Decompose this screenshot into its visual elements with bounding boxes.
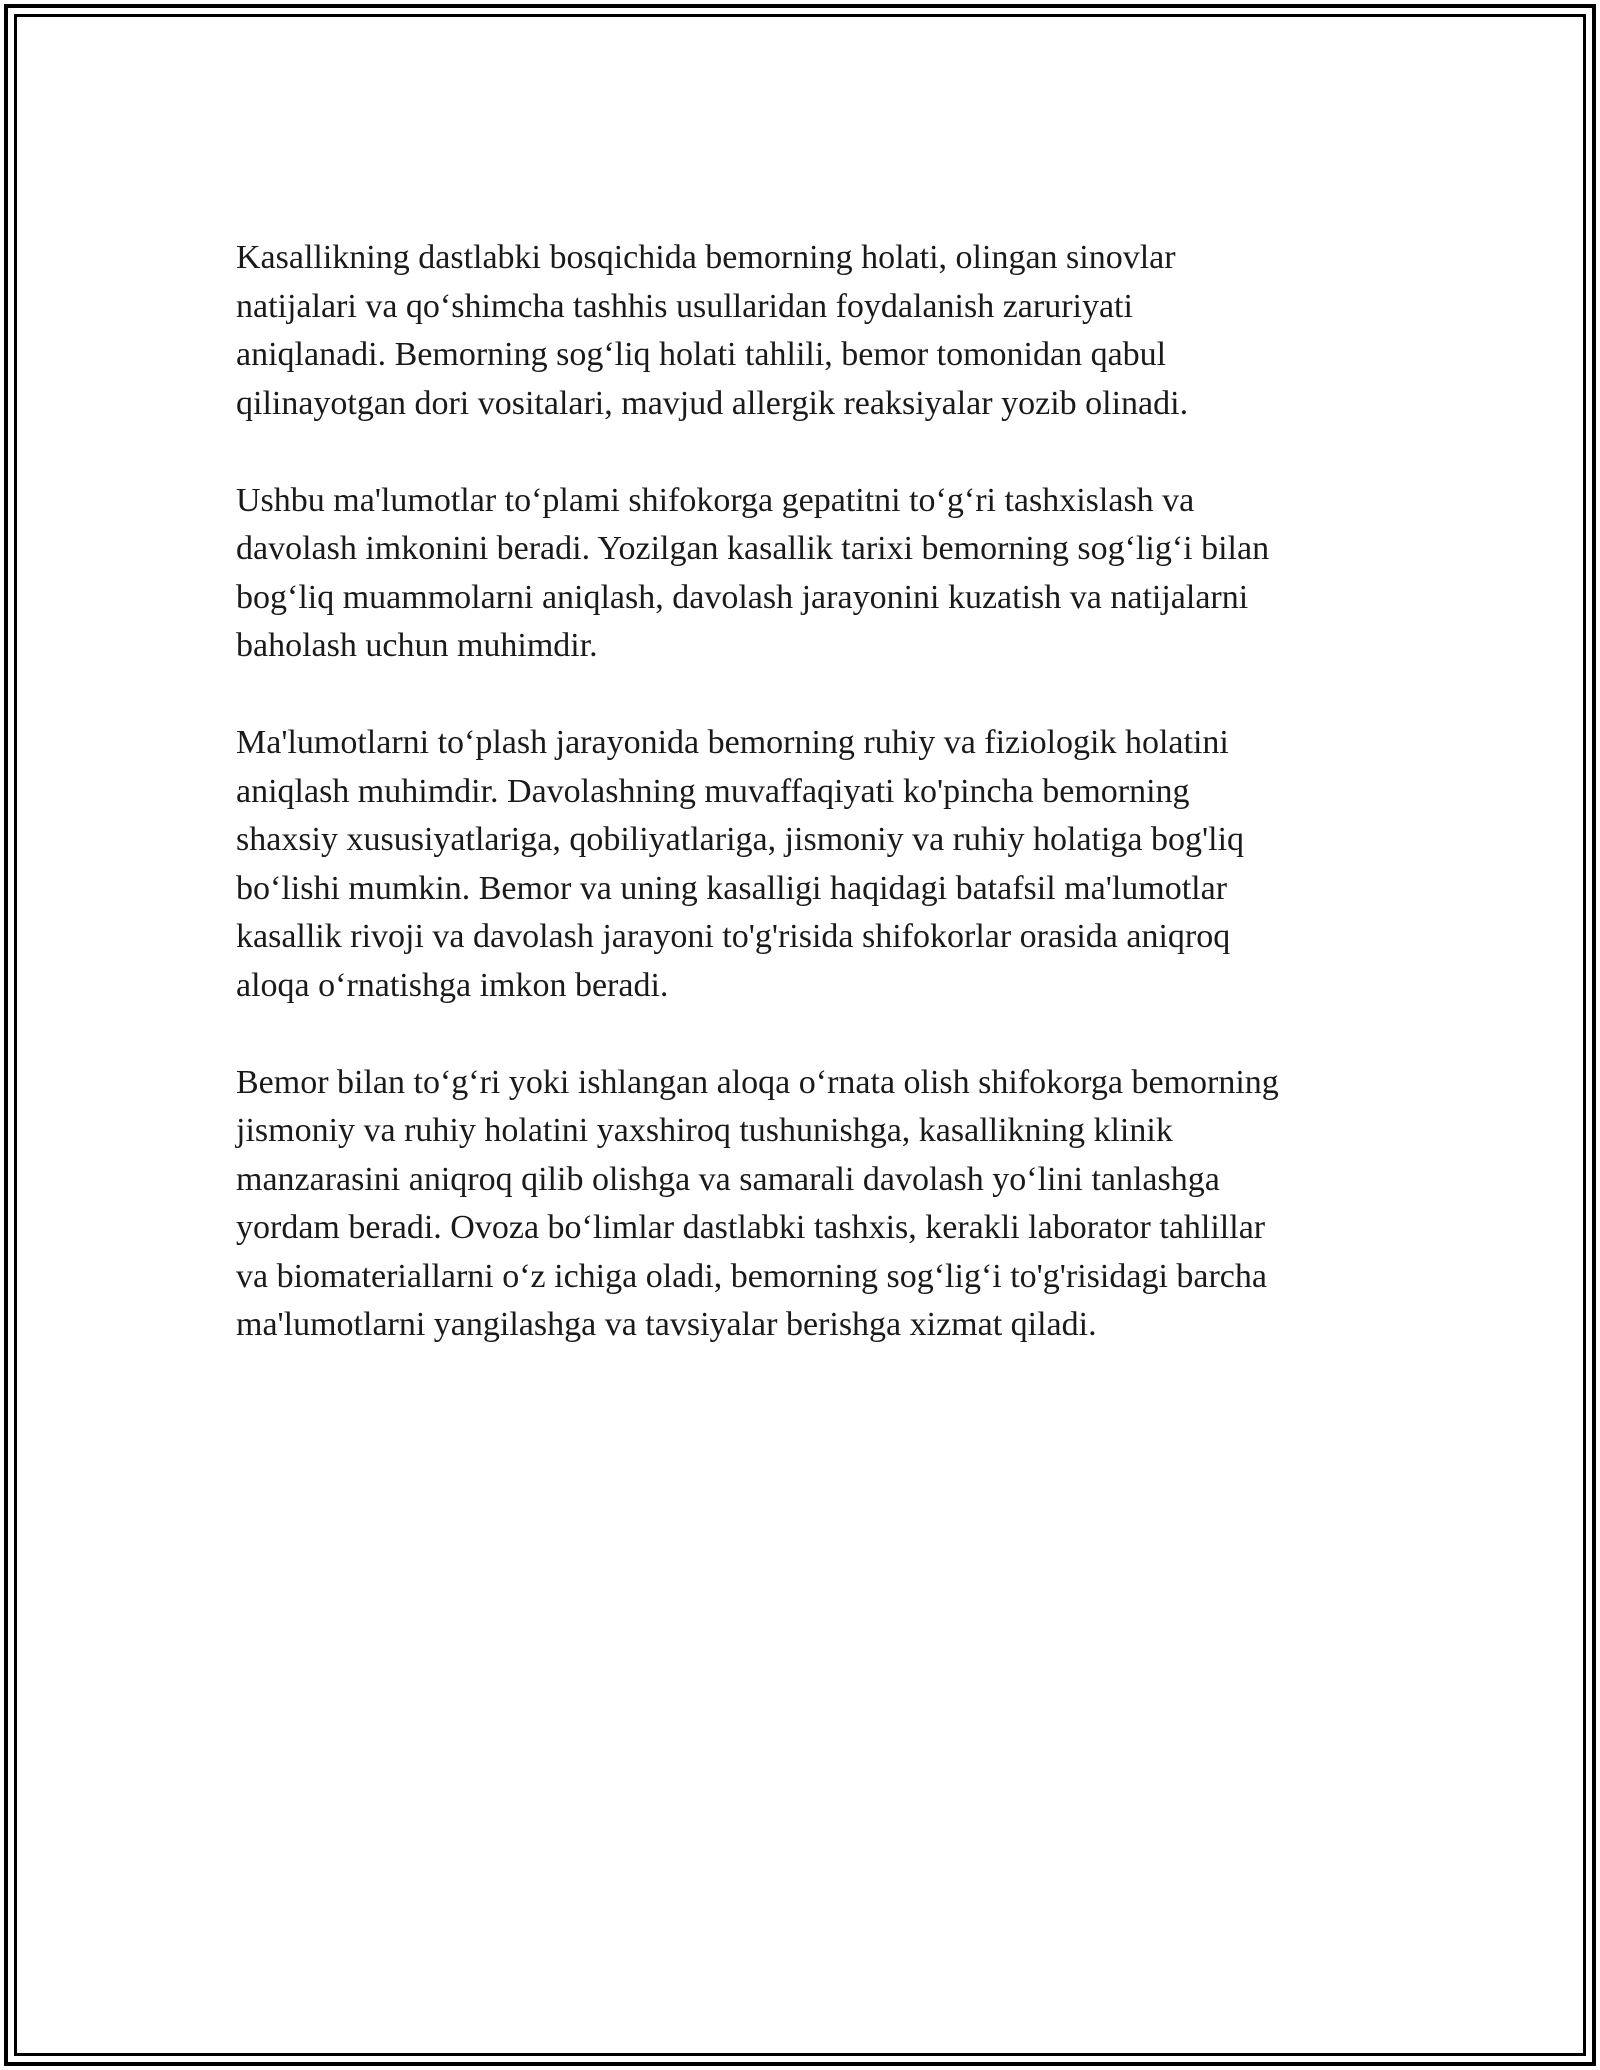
text-line: davolash imkonini beradi. Yozilgan kasallik tarixi bemorning sog‘lig‘i bilan	[236, 530, 1270, 567]
text-line: va biomateriallarni o‘z ichiga oladi, bemorning sog‘lig‘i to'g'risidagi barcha	[236, 1257, 1267, 1295]
document-body	[236, 234, 1386, 1398]
paragraph	[236, 1059, 1386, 1350]
text-line: shaxsiy xususiyatlariga, qobiliyatlariga, jismoniy va ruhiy holatiga bog'liq	[236, 821, 1245, 858]
text-line: Kasallikning dastlabki bosqichida bemorning holati, olingan sinovlar	[236, 239, 1176, 276]
text-line: Ushbu ma'lumotlar to‘plami shifokorga gepatitni to‘g‘ri tashxislash va	[236, 481, 1195, 519]
text-line: aloqa o‘rnatishga imkon beradi.	[236, 966, 669, 1004]
paragraph	[236, 719, 1386, 1010]
text-line: Bemor bilan to‘g‘ri yoki ishlangan aloqa o‘rnata olish shifokorga bemorning	[236, 1063, 1279, 1101]
text-line: jismoniy va ruhiy holatini yaxshiroq tushunishga, kasallikning klinik	[236, 1112, 1173, 1149]
text-line: manzarasini aniqroq qilib olishga va samarali davolash yo‘lini tanlashga	[236, 1160, 1220, 1198]
text-line: natijalari va qo‘shimcha tashhis usullaridan foydalanish zaruriyati	[236, 287, 1133, 325]
paragraph	[236, 477, 1386, 671]
text-line: ma'lumotlarni yangilashga va tavsiyalar berishga xizmat qiladi.	[236, 1306, 1097, 1343]
text-line: Ma'lumotlarni to‘plash jarayonida bemorning ruhiy va fiziologik holatini	[236, 724, 1229, 761]
paragraph	[236, 234, 1386, 428]
text-line: kasallik rivoji va davolash jarayoni to'g'risida shifokorlar orasida aniqroq	[236, 918, 1231, 955]
text-line: bo‘lishi mumkin. Bemor va uning kasalligi haqidagi batafsil ma'lumotlar	[236, 869, 1228, 907]
text-line: aniqlash muhimdir. Davolashning muvaffaqiyati ko'pincha bemorning	[236, 772, 1190, 810]
text-line: aniqlanadi. Bemorning sog‘liq holati tahlili, bemor tomonidan qabul	[236, 336, 1167, 373]
text-line: yordam beradi. Ovoza bo‘limlar dastlabki tashxis, kerakli laborator tahlillar	[236, 1209, 1266, 1246]
text-line: bog‘liq muammolarni aniqlash, davolash jarayonini kuzatish va natijalarni	[236, 578, 1249, 616]
text-line: qilinayotgan dori vositalari, mavjud allergik reaksiyalar yozib olinadi.	[236, 384, 1189, 422]
text-line: baholash uchun muhimdir.	[236, 627, 598, 664]
